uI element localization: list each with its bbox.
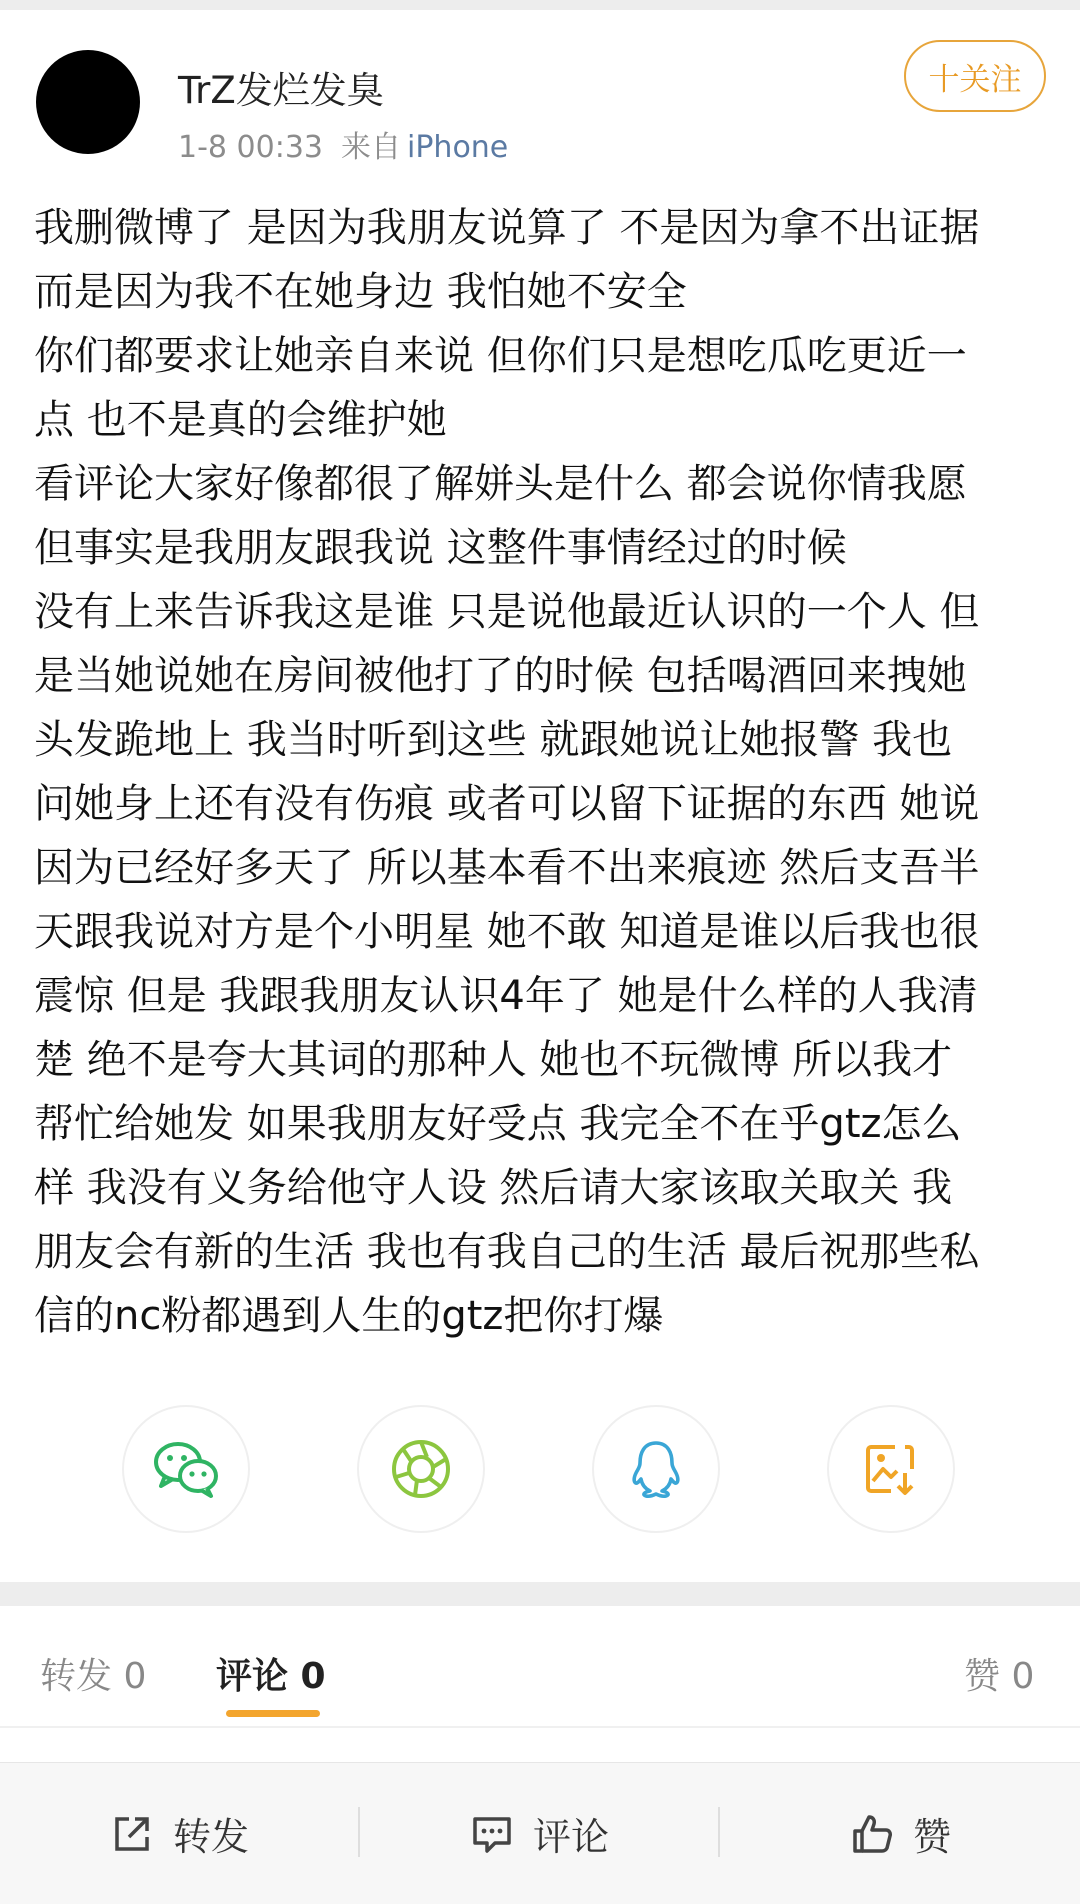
body-line: 问她身上还有没有伤痕 或者可以留下证据的东西 她说 [34,781,980,827]
body-line: 是当她说她在房间被他打了的时候 包括喝酒回来拽她 [34,653,967,699]
post-meta [178,122,508,166]
body-line: 朋友会有新的生活 我也有我自己的生活 最后祝那些私 [34,1229,980,1275]
repost-label: 转发 [172,1815,249,1859]
source-prefix: 来自 [341,130,401,165]
wechat-icon [151,1438,221,1500]
body-line: 没有上来告诉我这是谁 只是说他最近认识的一个人 但 [34,589,980,635]
tab-like[interactable]: 赞 0 [964,1656,1035,1697]
body-line: 信的nc粉都遇到人生的gtz把你打爆 [34,1293,664,1339]
follow-button[interactable] [904,40,1046,112]
tabs-divider [0,1726,1080,1728]
share-wechat-button[interactable] [122,1405,250,1533]
share-arrow-icon [109,1811,155,1857]
active-tab-indicator [226,1710,320,1717]
tab-comment[interactable]: 评论 0 [216,1656,326,1697]
source-device[interactable]: iPhone [407,130,509,165]
body-line: 你们都要求让她亲自来说 但你们只是想吃瓜吃更近一 [34,333,967,379]
save-image-button[interactable] [827,1405,955,1533]
share-moments-button[interactable] [357,1405,485,1533]
save-image-icon [861,1439,921,1499]
body-line: 但事实是我朋友跟我说 这整件事情经过的时候 [34,525,847,571]
repost-button[interactable] [0,1763,358,1904]
comment-label: 评论 [532,1815,609,1859]
share-qq-button[interactable] [592,1405,720,1533]
like-label: 赞 [912,1815,951,1859]
qq-icon [628,1437,684,1501]
body-line: 点 也不是真的会维护她 [34,397,447,443]
follow-label: 十关注 [928,61,1022,98]
moments-icon [389,1437,453,1501]
avatar[interactable] [36,50,140,154]
body-line: 而是因为我不在她身边 我怕她不安全 [34,269,687,315]
section-gap [0,1582,1080,1606]
timestamp: 1-8 00:33 [178,130,323,165]
tab-repost[interactable]: 转发 0 [40,1656,147,1697]
body-line: 帮忙给她发 如果我朋友好受点 我完全不在乎gtz怎么 [34,1101,962,1147]
body-line: 天跟我说对方是个小明星 她不敢 知道是谁以后我也很 [34,909,980,955]
comment-button[interactable] [360,1763,718,1904]
body-line: 样 我没有义务给他守人设 然后请大家该取关取关 我 [34,1165,953,1211]
username[interactable]: TrZ发烂发臭 [178,69,384,112]
post-body [34,196,1054,1348]
bottom-action-bar [0,1762,1080,1904]
interaction-tabs [0,1606,1080,1726]
share-row [0,1405,1080,1545]
body-line: 震惊 但是 我跟我朋友认识4年了 她是什么样的人我清 [34,973,978,1019]
body-line: 看评论大家好像都很了解姘头是什么 都会说你情我愿 [34,461,967,507]
body-line: 因为已经好多天了 所以基本看不出来痕迹 然后支吾半 [34,845,980,891]
body-line: 楚 绝不是夸大其词的那种人 她也不玩微博 所以我才 [34,1037,953,1083]
like-button[interactable] [720,1763,1080,1904]
body-line: 我删微博了 是因为我朋友说算了 不是因为拿不出证据 [34,205,980,251]
thumbs-up-icon [849,1811,895,1857]
post-card [0,10,1080,1582]
body-line: 头发跪地上 我当时听到这些 就跟她说让她报警 我也 [34,717,953,763]
comment-icon [469,1811,515,1857]
top-strip [0,0,1080,10]
